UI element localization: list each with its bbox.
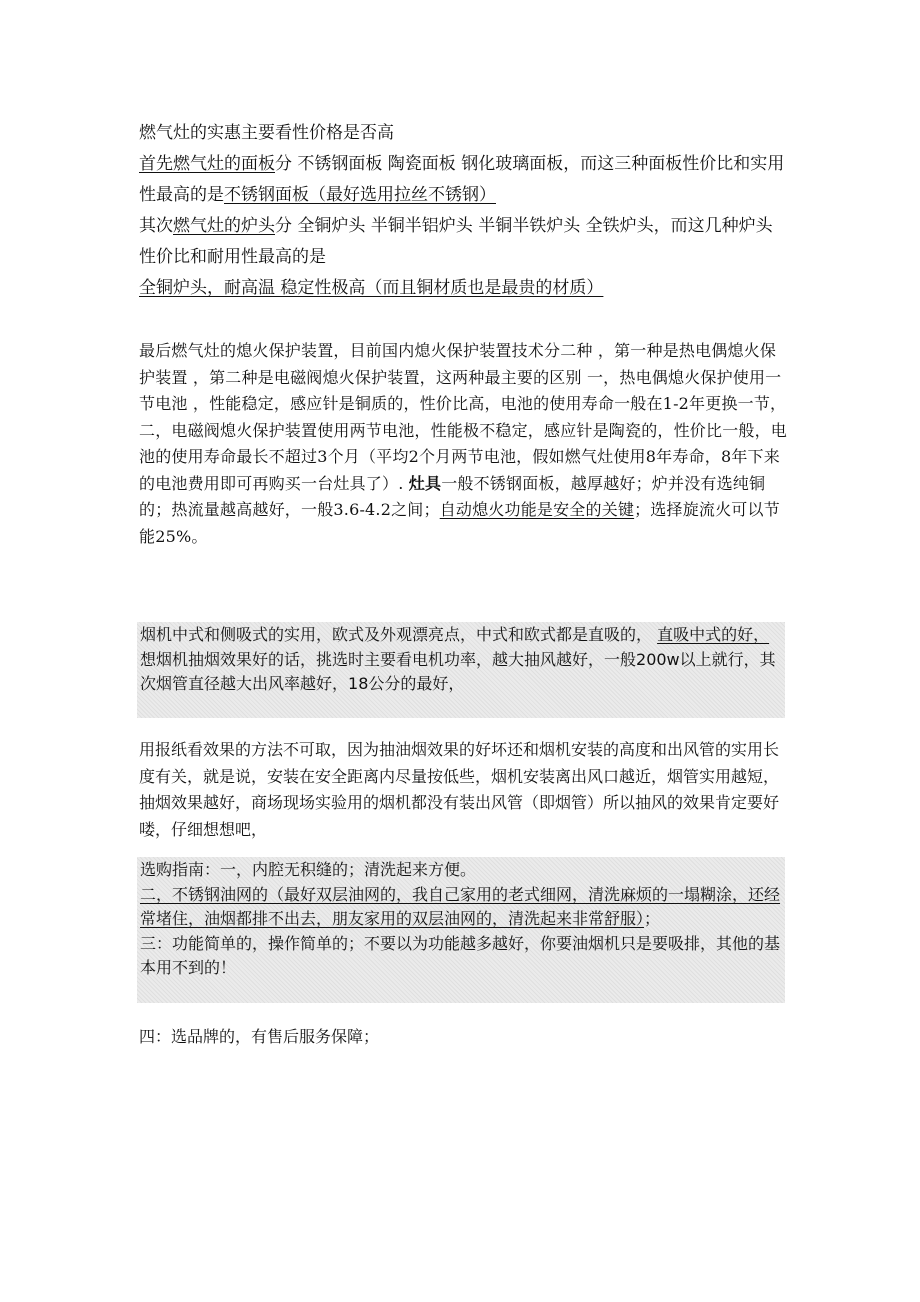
burner-paragraph (139, 211, 789, 304)
guide-item-1: 选购指南：一，内腔无积缝的；清洗起来方便。 (140, 860, 477, 879)
burner-text: 分 全铜炉头 半铜半铝炉头 半铜半铁炉头 全铁炉头，而这几种炉头性价比和耐用性最高的是 (139, 216, 773, 267)
panel-best: 不锈钢面板（最好选用拉丝不锈钢） (224, 185, 496, 205)
hood-power-text-a: 想烟机抽烟效果好的话，挑选时主要看电机功率，越大抽风越好，一般 (140, 649, 637, 669)
newspaper-test-paragraph: 用报纸看效果的方法不可取，因为抽油烟效果的好坏还和烟机安装的高度和出风管的实用长度有关，就是说，安装在安全距离内尽量按低些，烟机安装离出风口越近，烟管实用越短，抽烟效果越好，商场现场实验用的烟机都没有装出风管（即烟管）所以抽风的效果肯定要好喽，仔细想想吧， (139, 740, 780, 839)
flame-text-b: 一般不锈钢面板，越厚越好；炉并没有选纯铜的；热流量越高越好，一般3.6-4.2之间； (139, 473, 766, 519)
stove-title: 燃气灶的实惠主要看性价格是否高 (139, 123, 394, 143)
guide-item-2-text: 二，不锈钢油网的（最好双层油网的，我自己家用的老式细网，清洗麻烦的一塌糊涂，还经常堵住，油烟都排不出去，朋友家用的双层油网的，清洗起来非常舒服） (140, 884, 781, 928)
panel-paragraph (139, 149, 789, 211)
hood-power-line (140, 648, 782, 697)
buying-guide-block (137, 857, 785, 1003)
hood-pipe-value: 18 (348, 674, 369, 693)
hood-power-text-b: 以上就行，其次烟管直径越大出风率越好， (140, 649, 776, 693)
newspaper-test-section (139, 737, 789, 843)
hood-types-line (140, 623, 782, 648)
burner-lead: 其次 (139, 216, 173, 236)
panel-lead: 首先燃气灶的面板 (139, 154, 275, 174)
stove-intro-section (139, 118, 789, 304)
burner-best: 全铜炉头，耐高温 稳定性极高（而且铜材质也是最贵的材质） (139, 278, 604, 298)
guide-item-2-end: ； (644, 909, 661, 928)
stove-bold-term: 灶具 (408, 473, 442, 493)
guide-item-4: 四：选品牌的，有售后服务保障； (139, 1027, 380, 1046)
flame-text-c: ；选择旋流火可以节能25%。 (139, 500, 780, 546)
hood-power-text-c: 公分的最好， (368, 674, 465, 693)
guide-item-2 (140, 883, 782, 932)
flame-protection-section (139, 338, 789, 550)
flame-protection-paragraph (139, 338, 789, 550)
hood-types-recommendation: 直吸中式的好， (657, 625, 770, 644)
hood-types-text: 烟机中式和侧吸式的实用，欧式及外观漂亮点，中式和欧式都是直吸的， (140, 625, 658, 644)
flame-text-a: 最后燃气灶的熄火保护装置，目前国内熄火保护装置技术分二种 ，第一种是热电偶熄火保护装置 ，第二种是电磁阀熄火保护装置，这两种最主要的区别 一，热电偶熄火保护使用一节电池 ，性能稳定，感应针是铜质的，性价比高，电池的使用寿命一般在1-2年更换一节，二，电磁阀熄火保护装置使用两节电池，性能极不稳定，感应针是陶瓷的，性价比一般，电池的使用寿命最长不超过3个月（平均2个月两节电池，假如燃气灶使用8年寿命，8年下来的电池费用即可再购买一台灶具了）. (139, 341, 788, 493)
panel-text: 分 不锈钢面板 陶瓷面板 钢化玻璃面板，而这三种面板性价比和实用性最高的是 (139, 154, 785, 205)
auto-shutoff-note: 自动熄火功能是安全的关键 (439, 500, 635, 519)
brand-section (139, 1024, 789, 1050)
hood-power-value: 200w (636, 649, 680, 669)
burner-lead-underlined: 燃气灶的炉头 (173, 216, 275, 236)
guide-item-3: 三：功能简单的，操作简单的；不要以为功能越多越好，你要油烟机只是要吸排，其他的基本用不到的！ (140, 933, 781, 977)
range-hood-types-block (137, 622, 785, 718)
